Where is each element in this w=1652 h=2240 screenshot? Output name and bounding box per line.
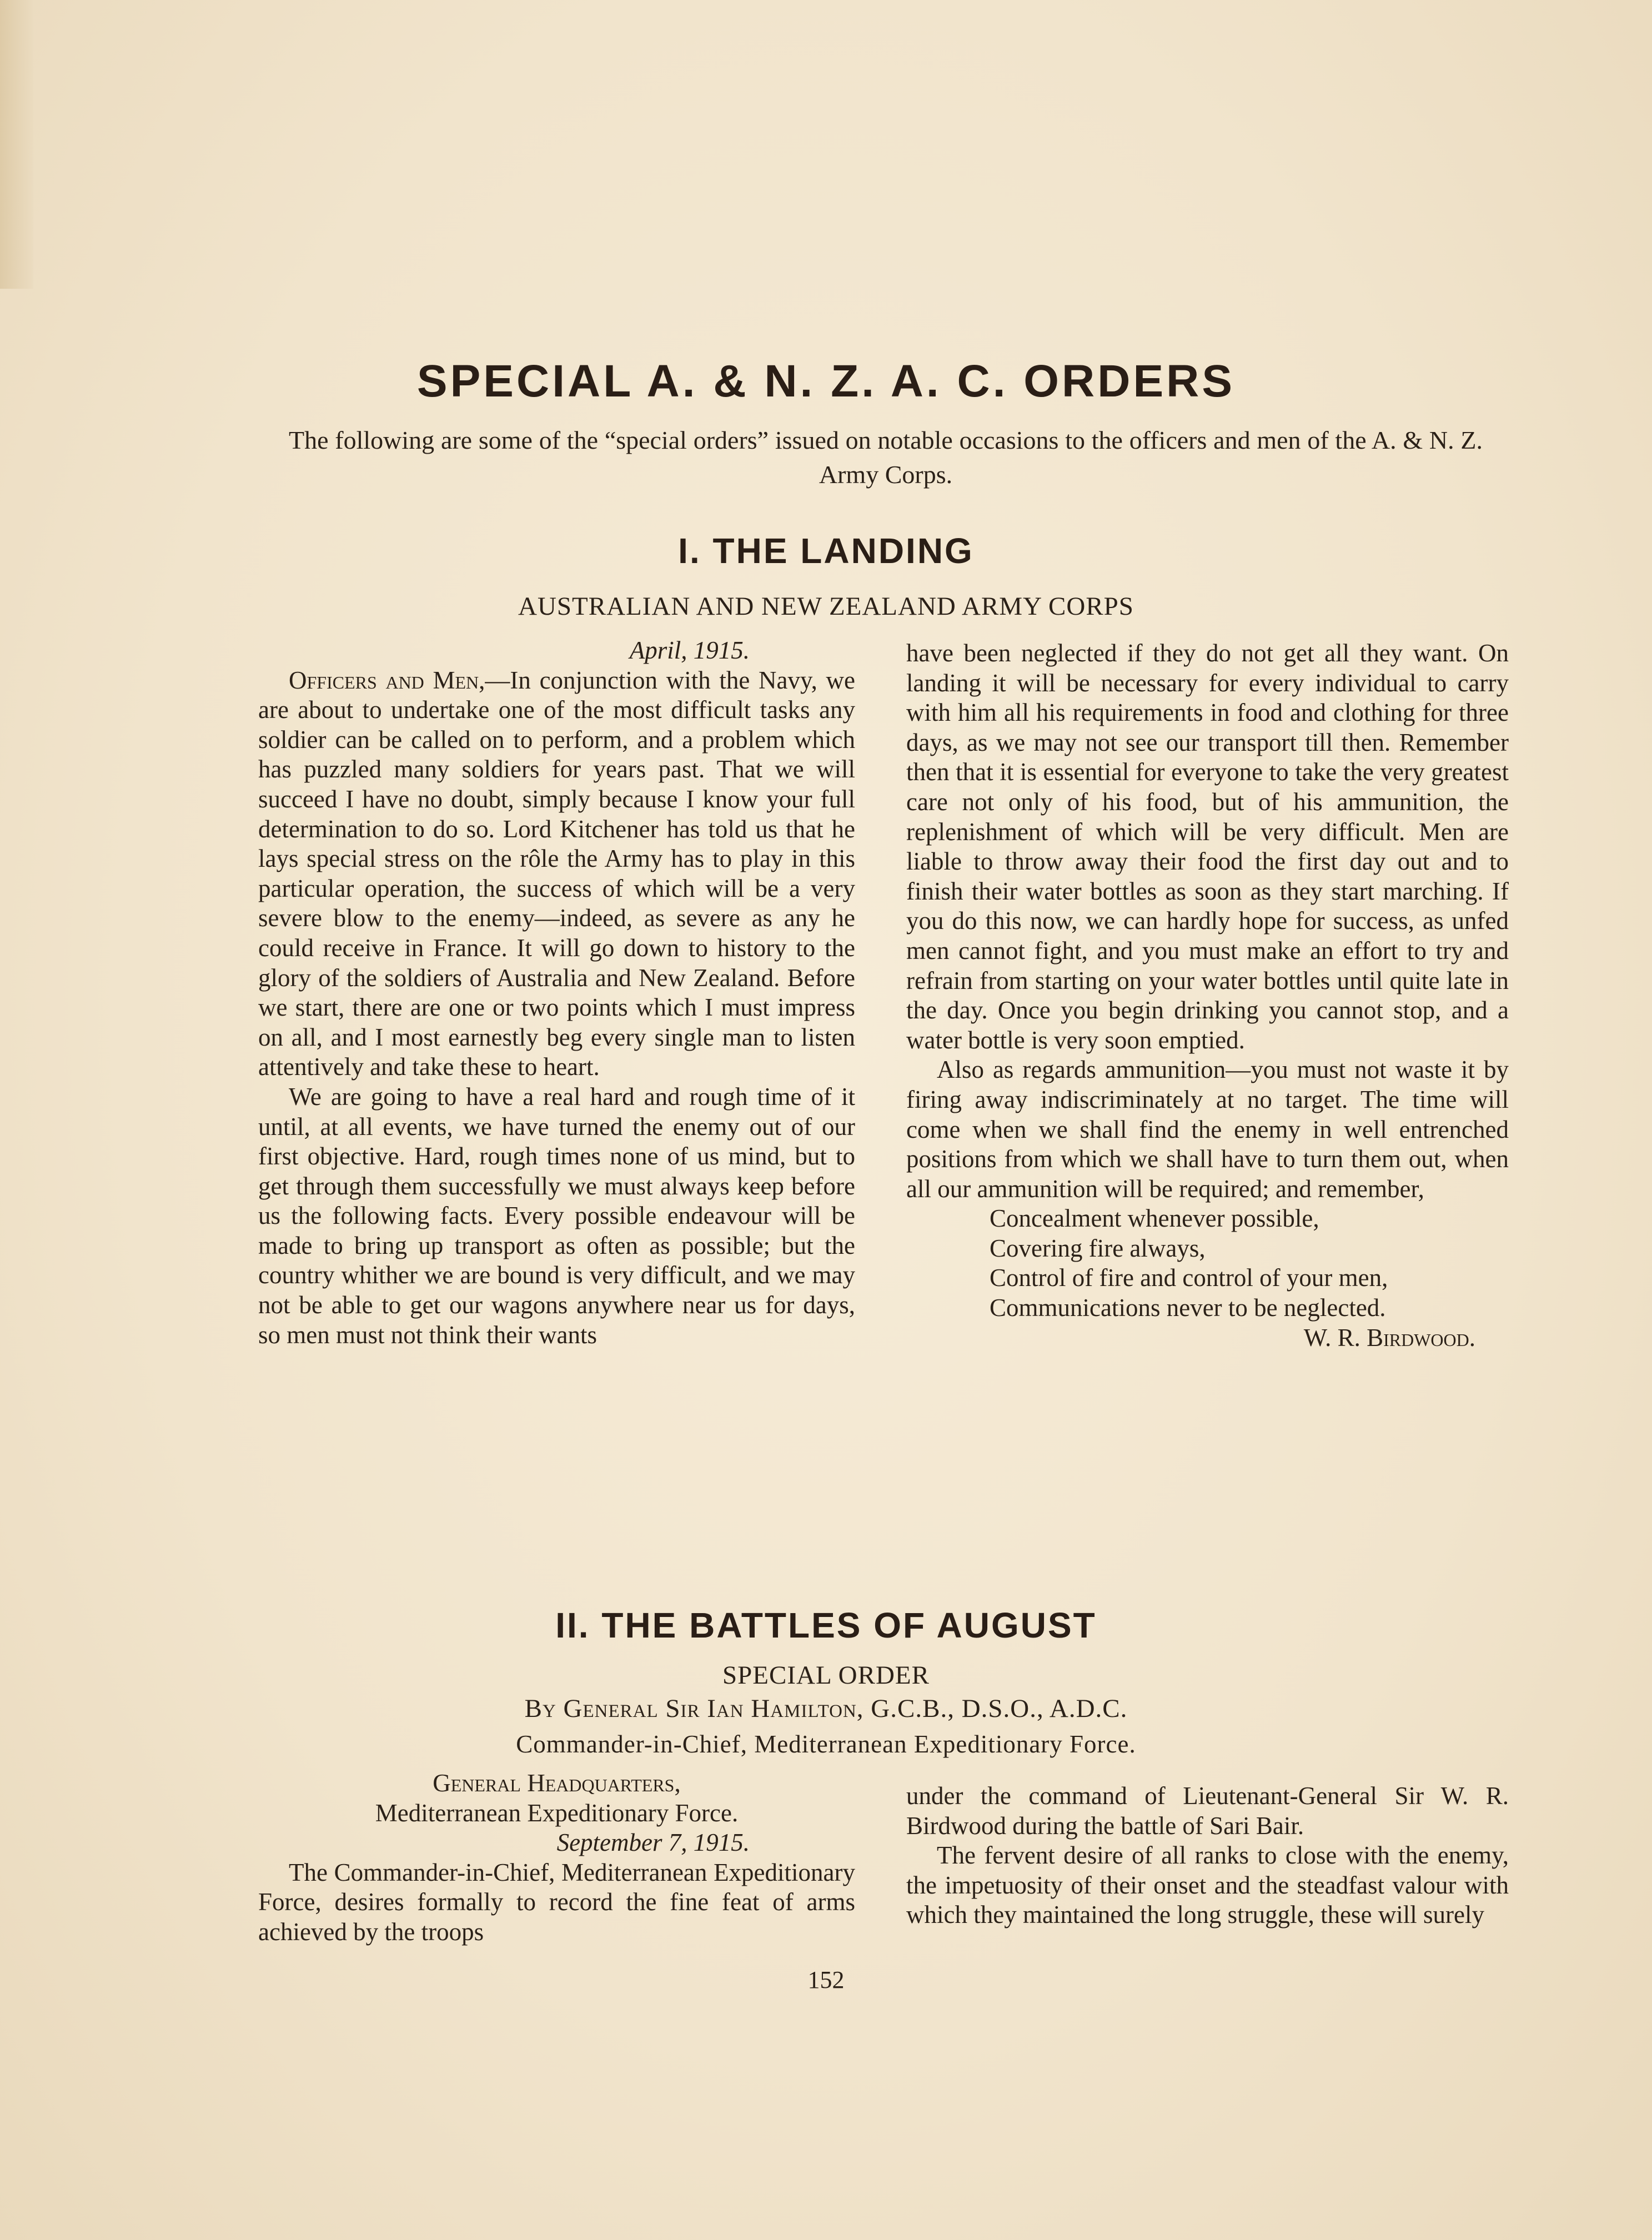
section-2-role-line: Commander-in-Chief, Mediterranean Expeditionary Force. [516,1730,1136,1758]
motto-line: Communications never to be neglected. [990,1294,1386,1322]
section-1-paragraph-2-continued: have been neglected if they do not get all they want. On landing it will be necessary for every individual to carry with him all his requirements in food and clothing for three days, as we may not see our transport till then. Remember then that it is essential for everyone to take the very greatest care not only of his food, but of his ammunition, the replenishment of which will be very difficult. Men are liable to throw away their food the first day out and to finish their water bottles as soon as they start marching. If you do this now, we can hardly hope for success, as unfed men cannot fight, and you must make an effort to try and refrain from starting on your water bottles until quite late in the day. Once you begin drinking you cannot stop, and a water bottle is very soon emptied. [906,639,1509,1054]
signature: W. R. Birdwood. [1303,1323,1475,1352]
page-binding-edge [0,0,33,289]
section-2-right-column [906,1781,1509,1930]
motto-line: Control of fire and control of your men, [990,1264,1388,1292]
section-1-paragraph-3: Also as regards ammunition—you must not waste it by firing away indiscriminately at no target. The time will come when we shall find the enemy in well entrenched positions from which we shall have to turn them out, when all our ammunition will be required; and remember, [906,1056,1509,1203]
section-1-date: April, 1915. [629,636,750,664]
section-2-date: September 7, 1915. [556,1829,750,1857]
headquarters-line: General Headquarters, [433,1769,681,1797]
section-2-subheading: SPECIAL ORDER [722,1661,930,1690]
section-1-subheading: AUSTRALIAN AND NEW ZEALAND ARMY CORPS [518,592,1134,621]
section-2-paragraph-1-continued: under the command of Lieutenant-General Sir W. R. Birdwood during the battle of Sari Bair. [906,1782,1509,1840]
section-2-heading: II. THE BATTLES OF AUGUST [555,1605,1097,1645]
page-number: 152 [807,1966,845,1993]
page-title: SPECIAL A. & N. Z. A. C. ORDERS [416,356,1236,406]
intro-paragraph: The following are some of the “special orders” issued on notable occasions to the officers and men of the A. & N. Z. Army Corps. [289,426,1483,489]
section-1-paragraph-1: —In conjunction with the Navy, we are about to undertake one of the most difficult tasks any soldier can be called on to perform, and a problem which has puzzled many soldiers for years past. That we will succeed I have no doubt, simply because I know your full determination to do so. Lord Kitchener has told us that he lays special stress on the rôle the Army has to play in this particular operation, the success of which will be a very severe blow to the enemy—indeed, as severe as any he could receive in France. It will go down to history to the glory of the soldiers of Australia and New Zealand. Before we start, there are one or two points which I must impress on all, and I most earnestly beg every single man to listen attentively and take these to heart. [258,666,856,1081]
section-2-left-column [258,1769,855,1947]
motto-line: Concealment whenever possible, [990,1204,1319,1233]
section-1-right-column [906,639,1509,1353]
section-1-heading: I. THE LANDING [678,531,974,571]
section-2-paragraph-1: The Commander-in-Chief, Mediterranean Expeditionary Force, desires formally to record the fine feat of arms achieved by the troops [258,1858,855,1946]
section-1-paragraph-2: We are going to have a real hard and rough time of it until, at all events, we have turned the enemy out of our first objective. Hard, rough times none of us mind, but to get through them successfully we must always keep before us the following facts. Every possible endeavour will be made to bring up transport as often as possible; but the country whither we are bound is very difficult, and we may not be able to get our wagons anywhere near us for days, so men must not think their wants [258,1082,855,1349]
section-1-left-column [258,636,855,1350]
motto-line: Covering fire always, [990,1234,1206,1262]
salutation: Officers and Men, [289,666,485,694]
section-2-paragraph-2: The fervent desire of all ranks to close with the enemy, the impetuosity of their onset and the steadfast valour with which they maintained the long struggle, these will surely [906,1841,1509,1929]
headquarters-force-line: Mediterranean Expeditionary Force. [375,1799,739,1827]
section-2-by-line: By General Sir Ian Hamilton, G.C.B., D.S.O., A.D.C. [524,1694,1128,1723]
